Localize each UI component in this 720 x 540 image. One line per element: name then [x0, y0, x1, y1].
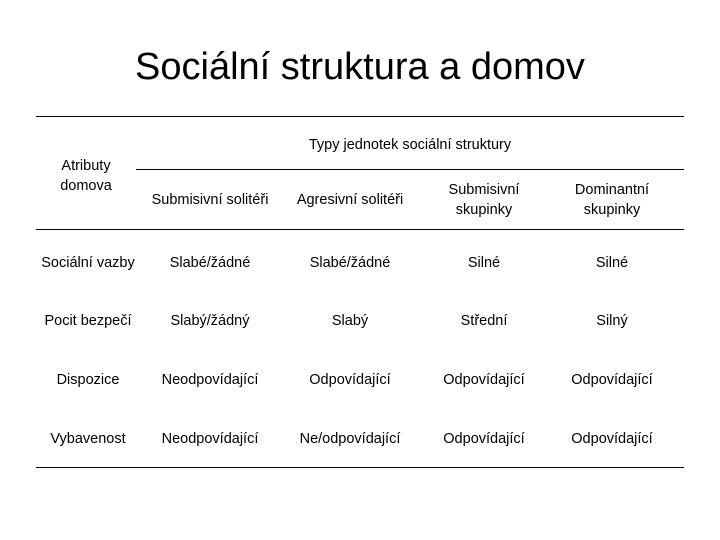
table-cell: Silný [596, 313, 628, 329]
group-header: Typy jednotek sociální struktury [308, 137, 512, 153]
table-cell: Slabé/žádné [169, 255, 251, 271]
row-label: Vybavenost [50, 431, 126, 447]
table-cell: Neodpovídající [161, 431, 259, 447]
row-label: Pocit bezpečí [44, 313, 132, 329]
table-cell: Silné [595, 255, 629, 271]
column-header: Submisivní skupinky [448, 182, 520, 218]
group-header-rule [136, 169, 684, 170]
column-header: Agresivní solitéři [296, 192, 404, 208]
table-cell: Slabé/žádné [309, 255, 391, 271]
table-cell: Silné [467, 255, 501, 271]
table-bottom-rule [36, 467, 684, 468]
table-cell: Odpovídající [443, 372, 525, 388]
row-label: Sociální vazby [41, 255, 135, 271]
table-cell: Ne/odpovídající [299, 431, 401, 447]
row-label: Dispozice [56, 372, 120, 388]
table-cell: Odpovídající [443, 431, 525, 447]
row-header-label: Atributy domova [60, 158, 112, 194]
table-cell: Odpovídající [571, 372, 653, 388]
table-cell: Neodpovídající [161, 372, 259, 388]
header-bottom-rule [36, 229, 684, 230]
slide-title: Sociální struktura a domov [135, 46, 585, 88]
table-cell: Odpovídající [309, 372, 391, 388]
table-top-rule [36, 116, 684, 117]
table-cell: Střední [460, 313, 508, 329]
table-cell: Slabý [331, 313, 369, 329]
column-header: Dominantní skupinky [574, 182, 650, 218]
column-header: Submisivní solitéři [151, 192, 269, 208]
table-cell: Odpovídající [571, 431, 653, 447]
table-cell: Slabý/žádný [170, 313, 250, 329]
